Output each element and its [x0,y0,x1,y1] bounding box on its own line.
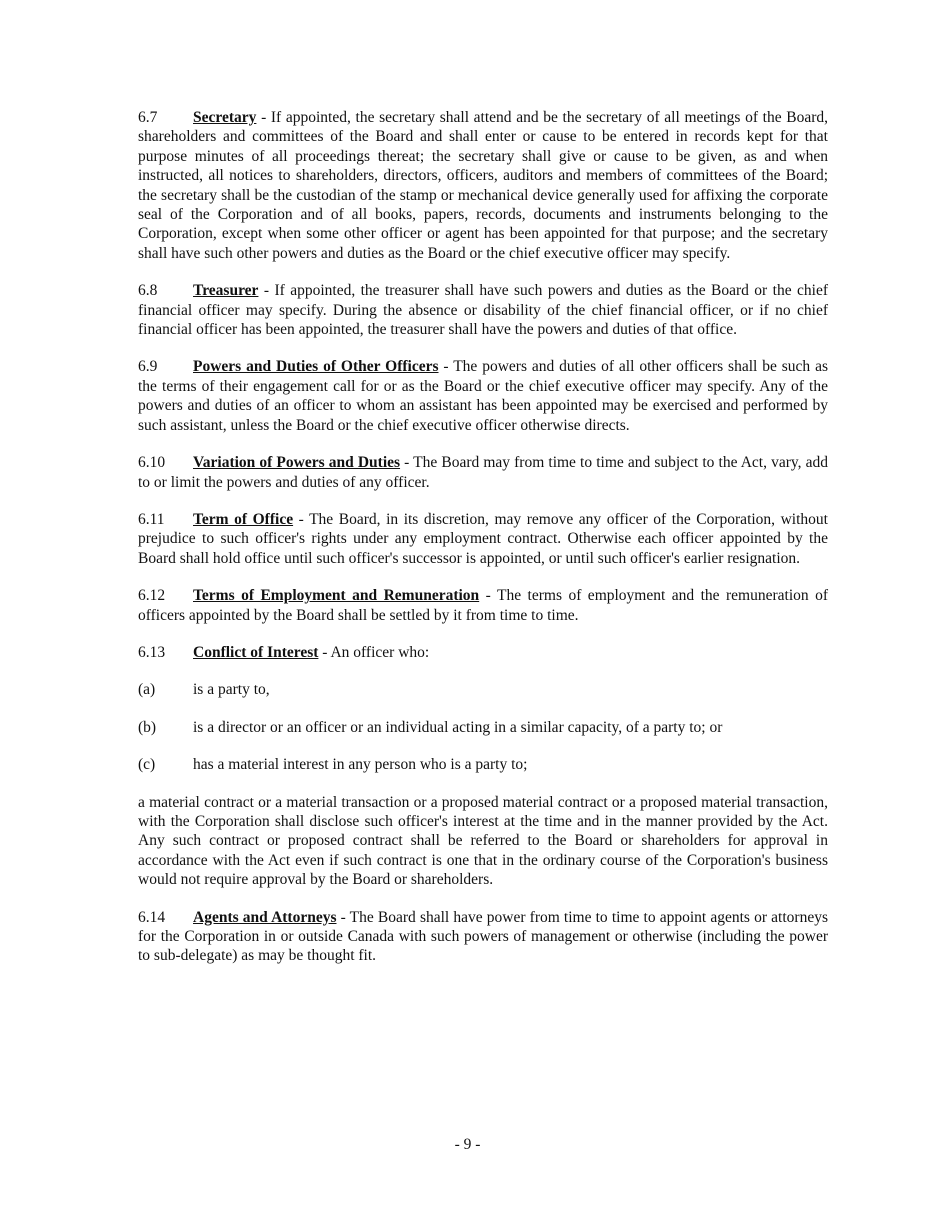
list-item-a [138,680,828,699]
list-item-label: (a) [138,681,156,699]
section-6-14 [138,908,828,966]
section-number: 6.8 [138,282,158,300]
section-heading: Powers and Duties of Other Officers [193,358,439,376]
list-item-text: is a party to, [193,681,270,699]
list-item-b [138,718,828,737]
section-heading: Conflict of Interest [193,643,319,661]
section-text: - An officer who: [318,643,430,661]
section-heading: Secretary [193,109,257,126]
page-number: - 9 - [454,1136,481,1153]
section-text: - The powers and duties of all other officers shall be such as the terms of their engagement call for or as the Board or the chief executive officer may specify. Any of the powers and duties of an officer to whom an assistant has been appointed may be exercised and performed by such assistant, unless the Board or the chief executive officer otherwise directs. [138,358,828,434]
section-text: - The Board, in its discretion, may remove any officer of the Corporation, without prejudice to such officer's rights under any employment contract. Otherwise each officer appointed by the Board shall hold office until such officer's successor is appointed, or until such officer's earlier resignation. [138,510,828,567]
list-item-text: has a material interest in any person who is a party to; [193,756,528,774]
section-6-9 [138,357,828,435]
section-number: 6.12 [138,587,166,605]
section-6-11 [138,510,828,568]
section-number: 6.13 [138,643,166,661]
section-text: - If appointed, the secretary shall attend and be the secretary of all meetings of the Board, shareholders and committees of the Board and shall enter or cause to be entered in records kept for that purpose minutes of all proceedings thereat; the secretary shall give or cause to be given, as and when instructed, all notices to shareholders, directors, officers, auditors and members of committees of the Board; the secretary shall be the custodian of the stamp or mechanical device generally used for affixing the corporate seal of the Corporation and of all books, papers, records, documents and instruments belonging to the Corporation, except when some other officer or agent has been appointed for that purpose; and the secretary shall have such other powers and duties as the Board or the chief executive officer may specify. [138,109,828,262]
section-text: - The Board shall have power from time to time to appoint agents or attorneys for the Corporation in or outside Canada with such powers of management or otherwise (including the power to sub-delegate) as may be thought fit. [138,908,828,965]
conflict-closing-paragraph: a material contract or a material transaction or a proposed material contract or a proposed material transaction, with the Corporation shall disclose such officer's interest at the time and in the manner provided by the Act. Any such contract or proposed contract shall be referred to the Board or shareholders for approval in accordance with the Act even if such contract is one that in the ordinary course of the Corporation's business would not require approval by the Board or shareholders. [138,793,828,889]
section-number: 6.11 [138,510,165,528]
section-6-13 [138,643,828,662]
section-heading: Agents and Attorneys [193,908,337,926]
section-heading: Treasurer [193,282,259,300]
section-heading: Variation of Powers and Duties [193,454,401,472]
section-6-8 [138,281,828,339]
document-page [138,108,828,984]
section-6-12 [138,586,828,625]
section-heading: Term of Office [193,510,294,528]
section-number: 6.14 [138,908,166,926]
list-item-text: is a director or an officer or an individual acting in a similar capacity, of a party to; or [193,718,723,736]
section-text: - The Board may from time to time and subject to the Act, vary, add to or limit the powers and duties of any officer. [138,454,828,491]
section-number: 6.7 [138,109,158,126]
section-6-7 [138,108,828,263]
section-heading: Terms of Employment and Remuneration [193,587,480,605]
section-number: 6.9 [138,358,158,376]
section-text: - If appointed, the treasurer shall have such powers and duties as the Board or the chief financial officer may specify. During the absence or disability of the chief financial officer, or if no chief financial officer has been appointed, the treasurer shall have the powers and duties of that office. [138,282,828,339]
list-item-label: (c) [138,756,156,774]
list-item-label: (b) [138,718,157,736]
section-text: - The terms of employment and the remuneration of officers appointed by the Board shall be settled by it from time to time. [138,587,828,624]
section-6-10 [138,453,828,492]
section-number: 6.10 [138,454,166,472]
list-item-c [138,755,828,774]
